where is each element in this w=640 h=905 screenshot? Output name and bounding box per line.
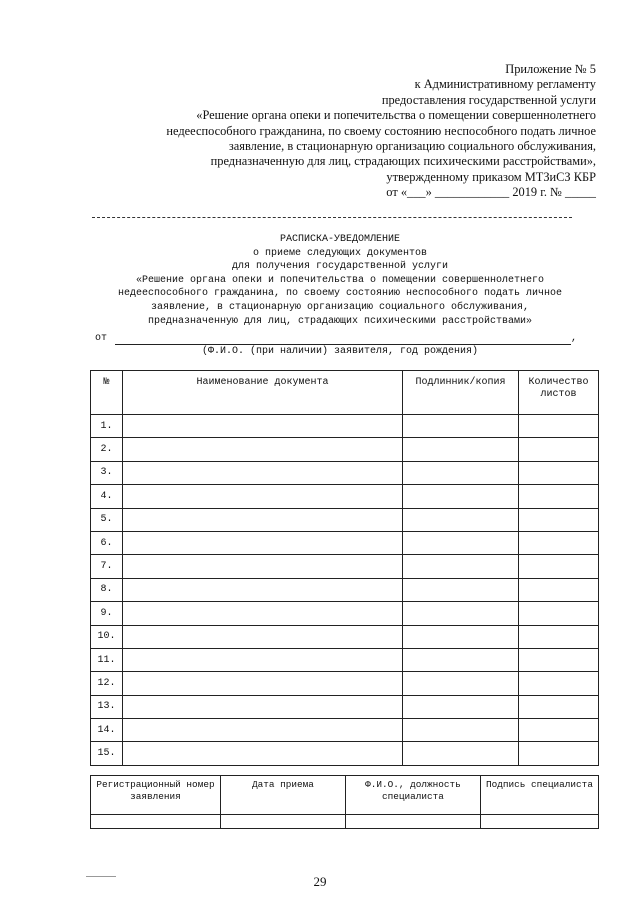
sheet-count-cell[interactable] [519, 508, 599, 531]
original-copy-cell[interactable] [403, 602, 519, 625]
sheet-count-cell[interactable] [519, 695, 599, 718]
receipt-title: РАСПИСКА-УВЕДОМЛЕНИЕ [279, 234, 401, 245]
document-name-cell[interactable] [123, 578, 403, 601]
row-number: 5. [91, 508, 123, 531]
col-header-specialist-name: Ф.И.О., должность специалиста [346, 776, 481, 815]
original-copy-cell[interactable] [403, 695, 519, 718]
document-name-cell[interactable] [123, 508, 403, 531]
documents-table [90, 370, 599, 766]
original-copy-cell[interactable] [403, 672, 519, 695]
table-row [91, 555, 599, 578]
sheet-count-cell[interactable] [519, 719, 599, 742]
receipt-header-line: предназначенную для лиц, страдающих психическими расстройствами» [147, 315, 533, 327]
document-name-cell[interactable] [123, 461, 403, 484]
original-copy-cell[interactable] [403, 508, 519, 531]
sheet-count-cell[interactable] [519, 461, 599, 484]
row-number: 2. [91, 438, 123, 461]
appendix-line: от «___» ____________ 2019 г. № _____ [386, 185, 596, 200]
original-copy-cell[interactable] [403, 485, 519, 508]
table-row [91, 815, 599, 829]
sheet-count-cell[interactable] [519, 531, 599, 554]
row-number: 7. [91, 555, 123, 578]
row-number: 1. [91, 415, 123, 438]
table-row [91, 461, 599, 484]
registration-table-header [91, 776, 599, 815]
col-header-sheet-count: Количество листов [519, 371, 599, 415]
cut-line-divider [92, 217, 572, 218]
row-number: 14. [91, 719, 123, 742]
original-copy-cell[interactable] [403, 719, 519, 742]
col-header-registration-number: Регистрационный номер заявления [91, 776, 221, 815]
original-copy-cell[interactable] [403, 625, 519, 648]
row-number: 9. [91, 602, 123, 625]
row-number: 10. [91, 625, 123, 648]
table-row [91, 625, 599, 648]
table-row [91, 578, 599, 601]
sheet-count-cell[interactable] [519, 602, 599, 625]
receipt-header-line: для получения государственной услуги [231, 261, 449, 273]
document-name-cell[interactable] [123, 415, 403, 438]
document-name-cell[interactable] [123, 742, 403, 766]
col-header-number: № [91, 371, 123, 415]
original-copy-cell[interactable] [403, 555, 519, 578]
applicant-from-label: от [95, 333, 108, 344]
document-name-cell[interactable] [123, 602, 403, 625]
original-copy-cell[interactable] [403, 415, 519, 438]
document-name-cell[interactable] [123, 531, 403, 554]
document-name-cell[interactable] [123, 648, 403, 671]
receipt-header-line: «Решение органа опеки и попечительства о помещении совершеннолетнего [135, 274, 545, 286]
table-row [91, 438, 599, 461]
appendix-line: предоставления государственной услуги [381, 92, 596, 107]
receipt-header-line: о приеме следующих документов [252, 247, 428, 259]
document-name-cell[interactable] [123, 438, 403, 461]
table-row [91, 719, 599, 742]
receipt-header-line: недееспособного гражданина, по своему состоянию неспособного подать личное [117, 288, 563, 300]
registration-number-cell[interactable] [91, 815, 221, 829]
table-row [91, 415, 599, 438]
appendix-line: утвержденному приказом МТЗиСЗ КБР [386, 169, 596, 184]
sheet-count-cell[interactable] [519, 438, 599, 461]
receipt-date-cell[interactable] [221, 815, 346, 829]
col-header-receipt-date: Дата приема [221, 776, 346, 815]
appendix-line: заявление, в стационарную организацию социального обслуживания, [228, 139, 596, 154]
col-header-document-name: Наименование документа [123, 371, 403, 415]
row-number: 3. [91, 461, 123, 484]
row-number: 12. [91, 672, 123, 695]
table-row [91, 695, 599, 718]
sheet-count-cell[interactable] [519, 415, 599, 438]
table-row [91, 672, 599, 695]
row-number: 15. [91, 742, 123, 766]
sheet-count-cell[interactable] [519, 672, 599, 695]
col-header-original-copy: Подлинник/копия [403, 371, 519, 415]
specialist-name-cell[interactable] [346, 815, 481, 829]
sheet-count-cell[interactable] [519, 648, 599, 671]
document-name-cell[interactable] [123, 672, 403, 695]
row-number: 6. [91, 531, 123, 554]
specialist-signature-cell[interactable] [481, 815, 599, 829]
page-number: 29 [313, 874, 327, 889]
sheet-count-cell[interactable] [519, 555, 599, 578]
appendix-line: предназначенную для лиц, страдающих психическими расстройствами», [210, 154, 596, 169]
table-row [91, 648, 599, 671]
table-row [91, 742, 599, 766]
row-number: 4. [91, 485, 123, 508]
documents-table-header [91, 371, 599, 415]
document-name-cell[interactable] [123, 719, 403, 742]
row-number: 8. [91, 578, 123, 601]
appendix-line: к Административному регламенту [414, 77, 596, 92]
appendix-line: недееспособного гражданина, по своему состоянию неспособного подать личное [166, 123, 596, 138]
document-name-cell[interactable] [123, 625, 403, 648]
original-copy-cell[interactable] [403, 438, 519, 461]
original-copy-cell[interactable] [403, 742, 519, 766]
document-name-cell[interactable] [123, 485, 403, 508]
registration-table [90, 775, 599, 829]
row-number: 13. [91, 695, 123, 718]
appendix-line: Приложение № 5 [505, 62, 596, 76]
table-row [91, 602, 599, 625]
original-copy-cell[interactable] [403, 531, 519, 554]
appendix-line: «Решение органа опеки и попечительства о помещении совершеннолетнего [196, 108, 596, 123]
col-header-specialist-signature: Подпись специалиста [481, 776, 599, 815]
applicant-fill-line[interactable] [115, 344, 571, 345]
original-copy-cell[interactable] [403, 578, 519, 601]
sheet-count-cell[interactable] [519, 625, 599, 648]
table-row [91, 485, 599, 508]
receipt-header-line: заявление, в стационарную организацию социального обслуживания, [150, 301, 530, 313]
receipt-header [90, 233, 590, 328]
sheet-count-cell[interactable] [519, 742, 599, 766]
row-number: 11. [91, 648, 123, 671]
sheet-count-cell[interactable] [519, 578, 599, 601]
appendix-block [126, 62, 596, 201]
sheet-count-cell[interactable] [519, 485, 599, 508]
document-name-cell[interactable] [123, 555, 403, 578]
applicant-caption: (Ф.И.О. (при наличии) заявителя, год рождения) [201, 346, 479, 357]
original-copy-cell[interactable] [403, 461, 519, 484]
original-copy-cell[interactable] [403, 648, 519, 671]
table-row [91, 508, 599, 531]
applicant-comma: , [570, 333, 577, 344]
table-row [91, 531, 599, 554]
applicant-field[interactable] [95, 333, 585, 347]
document-name-cell[interactable] [123, 695, 403, 718]
